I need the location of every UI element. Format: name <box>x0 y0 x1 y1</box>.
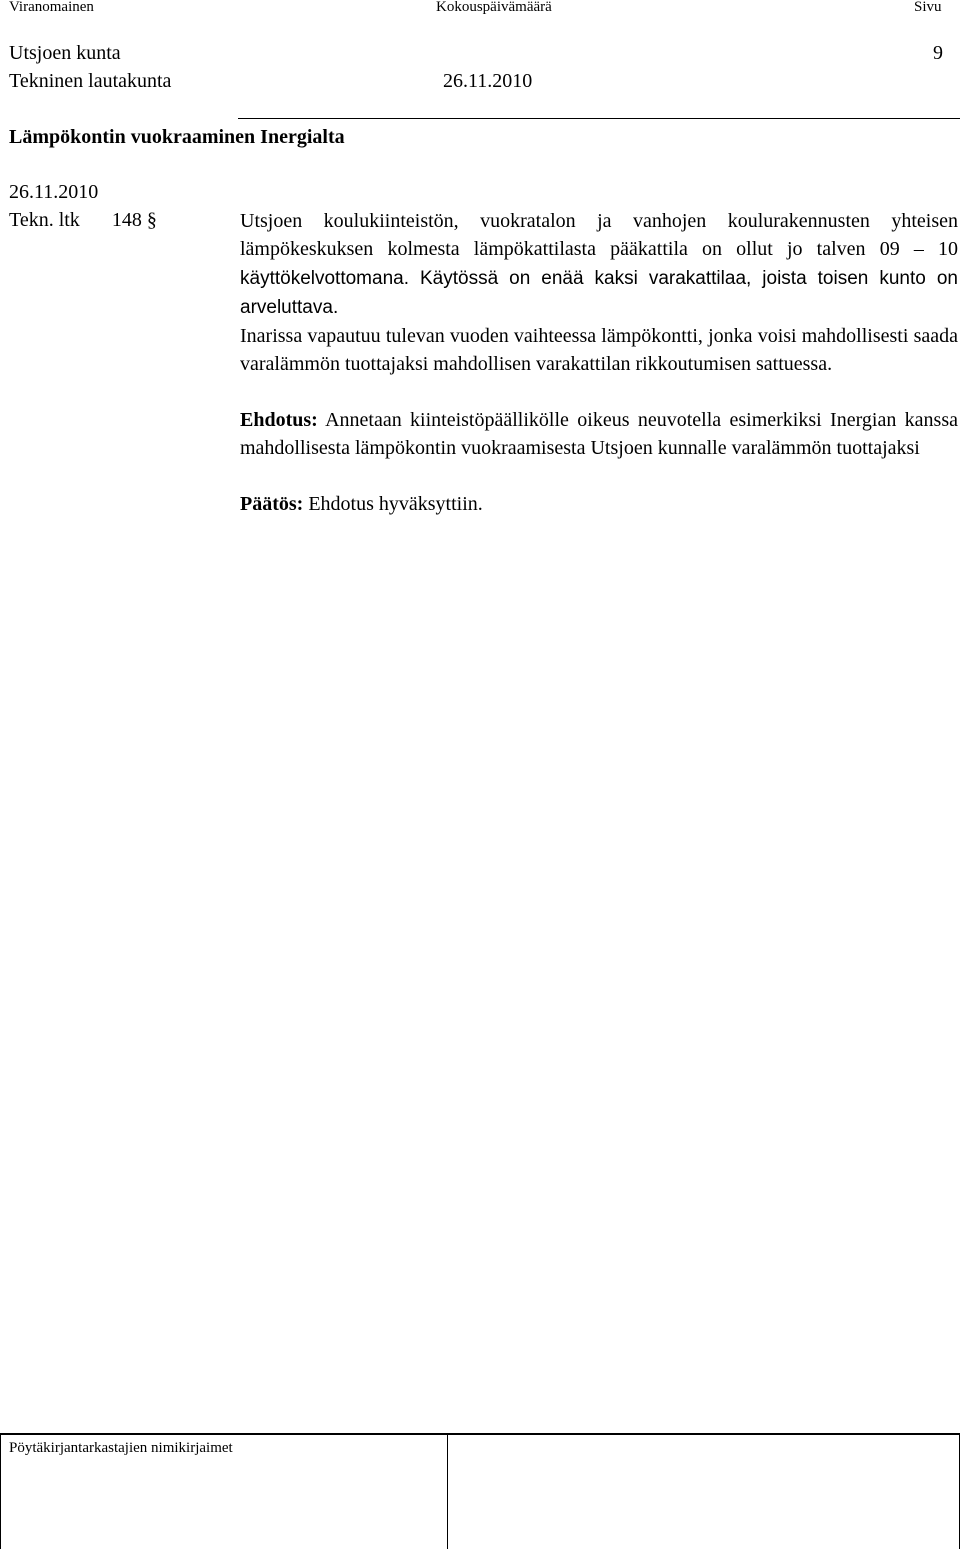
signatures-label: Pöytäkirjantarkastajien nimikirjaimet <box>9 1440 233 1456</box>
proposal-label: Ehdotus: <box>240 409 318 431</box>
proposal-text: Annetaan kiinteistöpäällikölle oikeus neuvotella esimerkiksi Inergian kanssa mahdollisesta lämpökontin vuokraamisesta Utsjoen kunnalle varalämmön tuottajaksi <box>240 409 958 459</box>
section-symbol: § <box>146 209 157 231</box>
signature-cell-right <box>448 1435 960 1549</box>
municipality-name: Utsjoen kunta <box>9 42 121 64</box>
paragraph-opportunity: Inarissa vapautuu tulevan vuoden vaihteessa lämpökontti, jonka voisi mahdollisesti saada varalämmön tuottajaksi mahdollisen varakattilan rikkoutumisen sattuessa. <box>240 325 958 375</box>
signature-footer <box>0 1433 960 1547</box>
signature-cell-left <box>0 1435 448 1549</box>
section-reference <box>9 206 157 234</box>
body-text <box>240 207 958 518</box>
page-number: 9 <box>933 42 943 64</box>
decision-text: Ehdotus hyväksyttiin. <box>303 493 483 515</box>
page-label: Sivu <box>914 0 942 15</box>
committee-name: Tekninen lautakunta <box>9 70 172 92</box>
authority-label: Viranomainen <box>9 0 94 15</box>
decision-label: Päätös: <box>240 493 304 515</box>
meeting-date: 26.11.2010 <box>443 70 533 92</box>
proposal-paragraph <box>240 406 958 462</box>
meeting-date-label: Kokouspäivämäärä <box>436 0 552 15</box>
header-rule <box>238 118 960 119</box>
decision-paragraph <box>240 490 958 518</box>
section-title: Lämpökontin vuokraaminen Inergialta <box>9 126 345 148</box>
paragraph-background-serif: Utsjoen koulukiinteistön, vuokratalon ja vanhojen koulurakennusten yhteisen lämpökeskuksen kolmesta lämpökattilasta pääkattila on ollut jo talven 09 – 10 <box>240 210 958 260</box>
reference-org: Tekn. ltk <box>9 209 80 231</box>
paragraph-background-sans: käyttökelvottomana. Käytössä on enää kaksi varakattilaa, joista toisen kunto on arveluttava. <box>240 268 958 318</box>
reference-number: 148 <box>111 209 142 231</box>
section-date: 26.11.2010 <box>9 181 99 203</box>
paragraph-background <box>240 207 958 322</box>
